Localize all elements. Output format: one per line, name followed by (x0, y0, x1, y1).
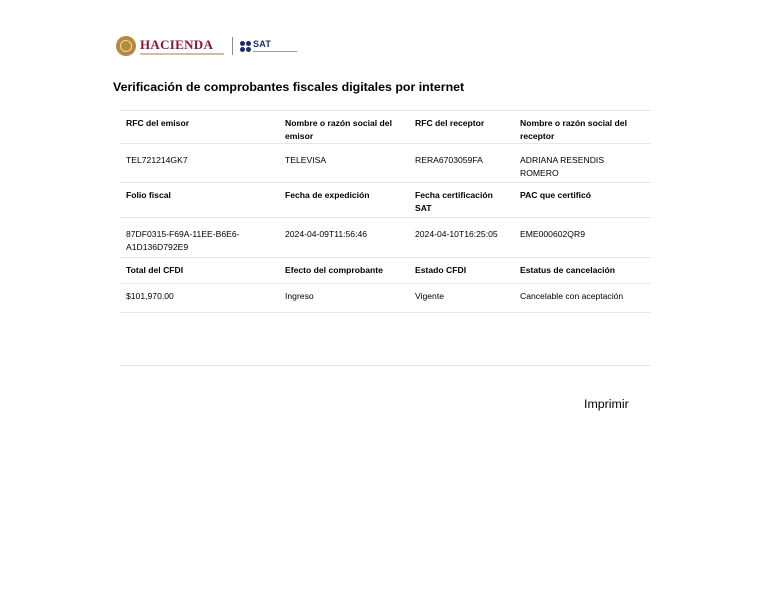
header-pac: PAC que certificó (520, 190, 591, 200)
table-row (120, 218, 651, 258)
header-estado: Estado CFDI (415, 265, 467, 275)
header-nombre-receptor: Nombre o razón social del receptor (520, 118, 627, 141)
header-rfc-receptor: RFC del receptor (415, 118, 485, 128)
table-header-row (120, 258, 651, 284)
header-fecha-certificacion: Fecha certificación SAT (415, 190, 493, 213)
value-rfc-emisor: TEL721214GK7 (126, 155, 188, 165)
table-header-row (120, 183, 651, 218)
divider (120, 365, 651, 366)
sat-logo-subline (253, 51, 297, 52)
header-estatus-cancelacion: Estatus de cancelación (520, 265, 616, 275)
mexico-seal-icon (116, 36, 136, 56)
value-nombre-emisor: TELEVISA (285, 155, 327, 165)
table-row (120, 284, 651, 313)
print-button[interactable]: Imprimir (578, 397, 635, 411)
value-fecha-expedicion: 2024-04-09T11:56:46 (285, 229, 368, 239)
table-header-row (120, 111, 651, 144)
value-estatus-cancelacion: Cancelable con aceptación (520, 291, 624, 301)
header-folio-fiscal: Folio fiscal (126, 190, 171, 200)
header-efecto: Efecto del comprobante (285, 265, 383, 275)
value-estado: Vigente (415, 291, 444, 301)
value-total-cfdi: $101,970.00 (126, 291, 174, 301)
value-fecha-certificacion: 2024-04-10T16:25:05 (415, 229, 498, 239)
header-logos (116, 34, 297, 58)
cfdi-details-table (120, 110, 651, 313)
header-rfc-emisor: RFC del emisor (126, 118, 190, 128)
header-fecha-expedicion: Fecha de expedición (285, 190, 370, 200)
value-folio-fiscal: 87DF0315-F69A-11EE-B6E6-A1D136D792E9 (126, 229, 240, 252)
value-rfc-receptor: RERA6703059FA (415, 155, 483, 165)
value-nombre-receptor: ADRIANA RESENDIS ROMERO (520, 155, 605, 178)
sat-dots-icon (240, 41, 251, 52)
hacienda-logo (140, 38, 224, 55)
value-pac: EME000602QR9 (520, 229, 585, 239)
sat-logo (253, 40, 297, 52)
logo-divider (232, 37, 233, 55)
hacienda-logo-text: HACIENDA (140, 36, 214, 52)
header-nombre-emisor: Nombre o razón social del emisor (285, 118, 392, 141)
table-row (120, 144, 651, 183)
header-total-cfdi: Total del CFDI (126, 265, 184, 275)
page-title: Verificación de comprobantes fiscales digitales por internet (113, 80, 465, 94)
sat-logo-text: SAT (253, 39, 272, 49)
hacienda-logo-subline (140, 53, 224, 55)
value-efecto: Ingreso (285, 291, 314, 301)
